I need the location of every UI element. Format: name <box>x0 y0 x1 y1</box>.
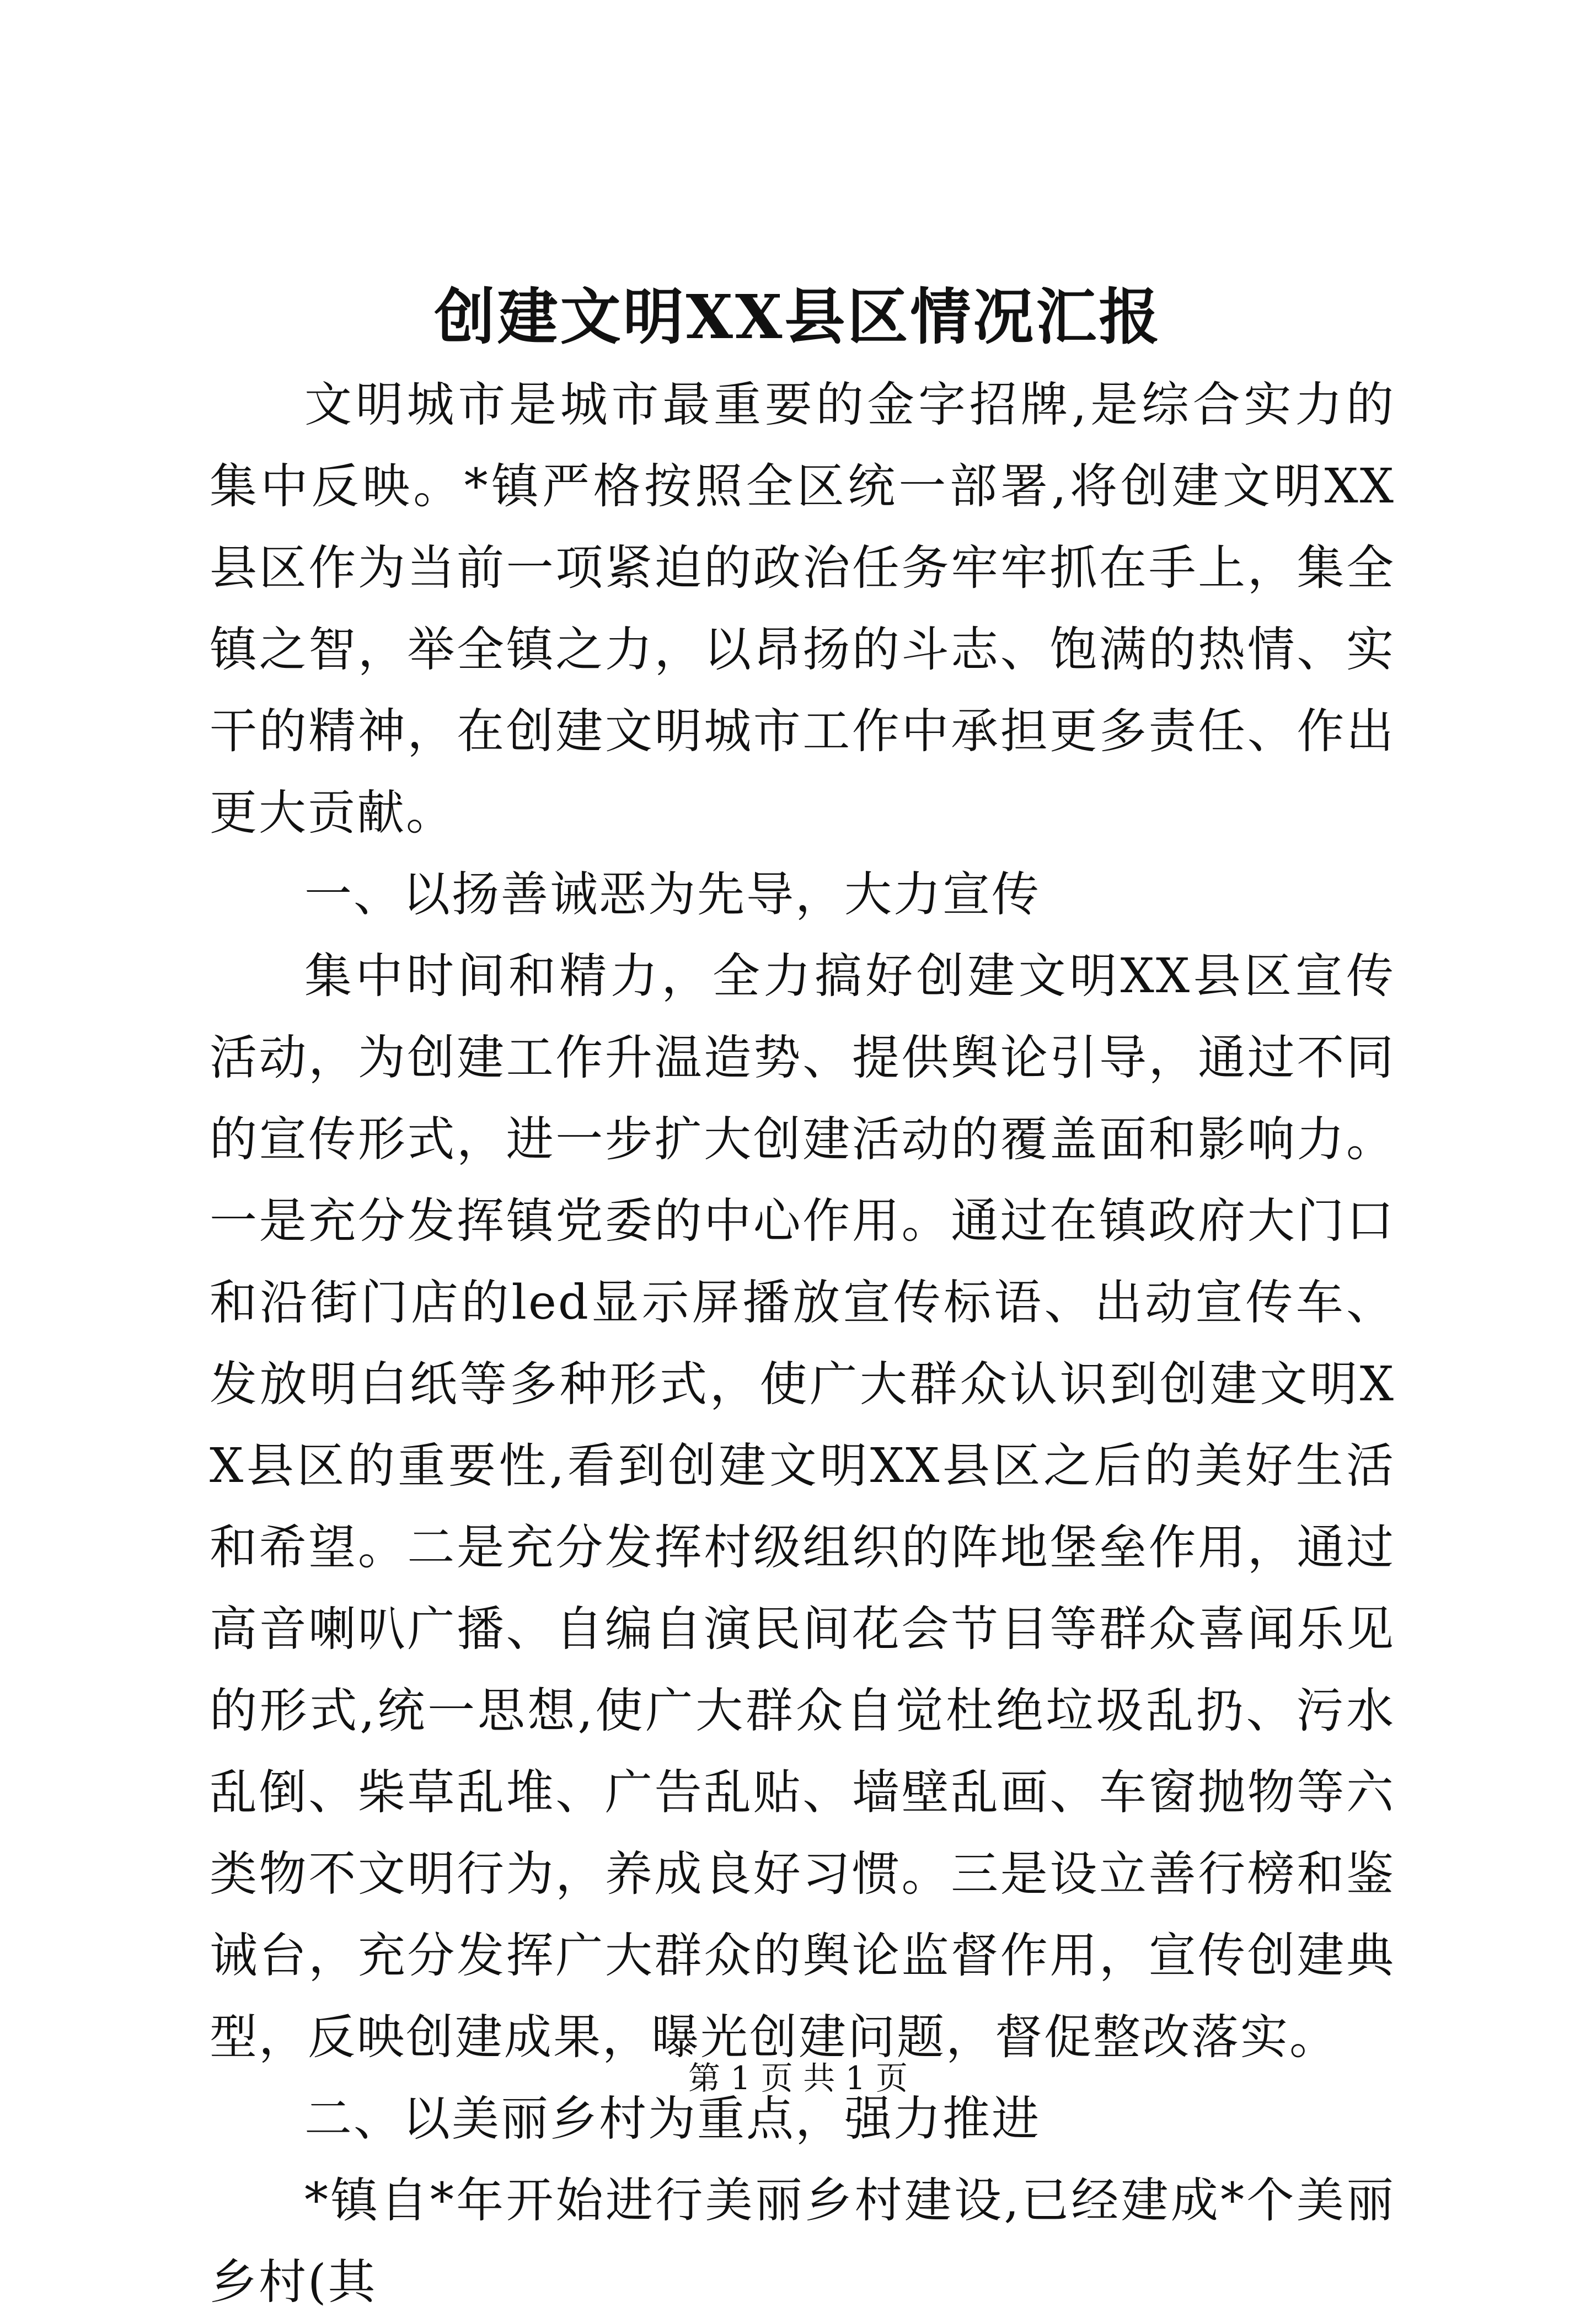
paragraph-intro: 文明城市是城市最重要的金字招牌,是综合实力的集中反映。*镇严格按照全区统一部署,将创建文明XX县区作为当前一项紧迫的政治任务牢牢抓在手上，集全镇之智，举全镇之力，以昂扬的斗志、饱满的热情、实干的精神，在创建文明城市工作中承担更多责任、作出更大贡献。 <box>210 377 1395 841</box>
paragraph-section-1: 集中时间和精力，全力搞好创建文明XX县区宣传活动，为创建工作升温造势、提供舆论引导，通过不同的宣传形式，进一步扩大创建活动的覆盖面和影响力。一是充分发挥镇党委的中心作用。通过在镇政府大门口和沿街门店的led显示屏播放宣传标语、出动宣传车、发放明白纸等多种形式，使广大群众认识到创建文明XX县区的重要性,看到创建文明XX县区之后的美好生活和希望。二是充分发挥村级组织的阵地堡垒作用，通过高音喇叭广播、自编自演民间花会节目等群众喜闻乐见的形式,统一思想,使广大群众自觉杜绝垃圾乱扔、污水乱倒、柴草乱堆、广告乱贴、墙壁乱画、车窗抛物等六类物不文明行为，养成良好习惯。三是设立善行榜和鉴诫台，充分发挥广大群众的舆论监督作用，宣传创建典型，反映创建成果，曝光创建问题，督促整改落实。 <box>210 949 1395 2065</box>
section-heading-2: 二、以美丽乡村为重点，强力推进 <box>304 2091 1041 2147</box>
paragraph-section-2: *镇自*年开始进行美丽乡村建设,已经建成*个美丽乡村(其 <box>210 2173 1395 2310</box>
document-title: 创建文明XX县区情况汇报 <box>434 281 1162 352</box>
section-heading-1: 一、以扬善诫恶为先导，大力宣传 <box>304 867 1041 922</box>
page-footer: 第 1 页 共 1 页 <box>688 2059 908 2097</box>
document-body <box>210 364 1395 2323</box>
